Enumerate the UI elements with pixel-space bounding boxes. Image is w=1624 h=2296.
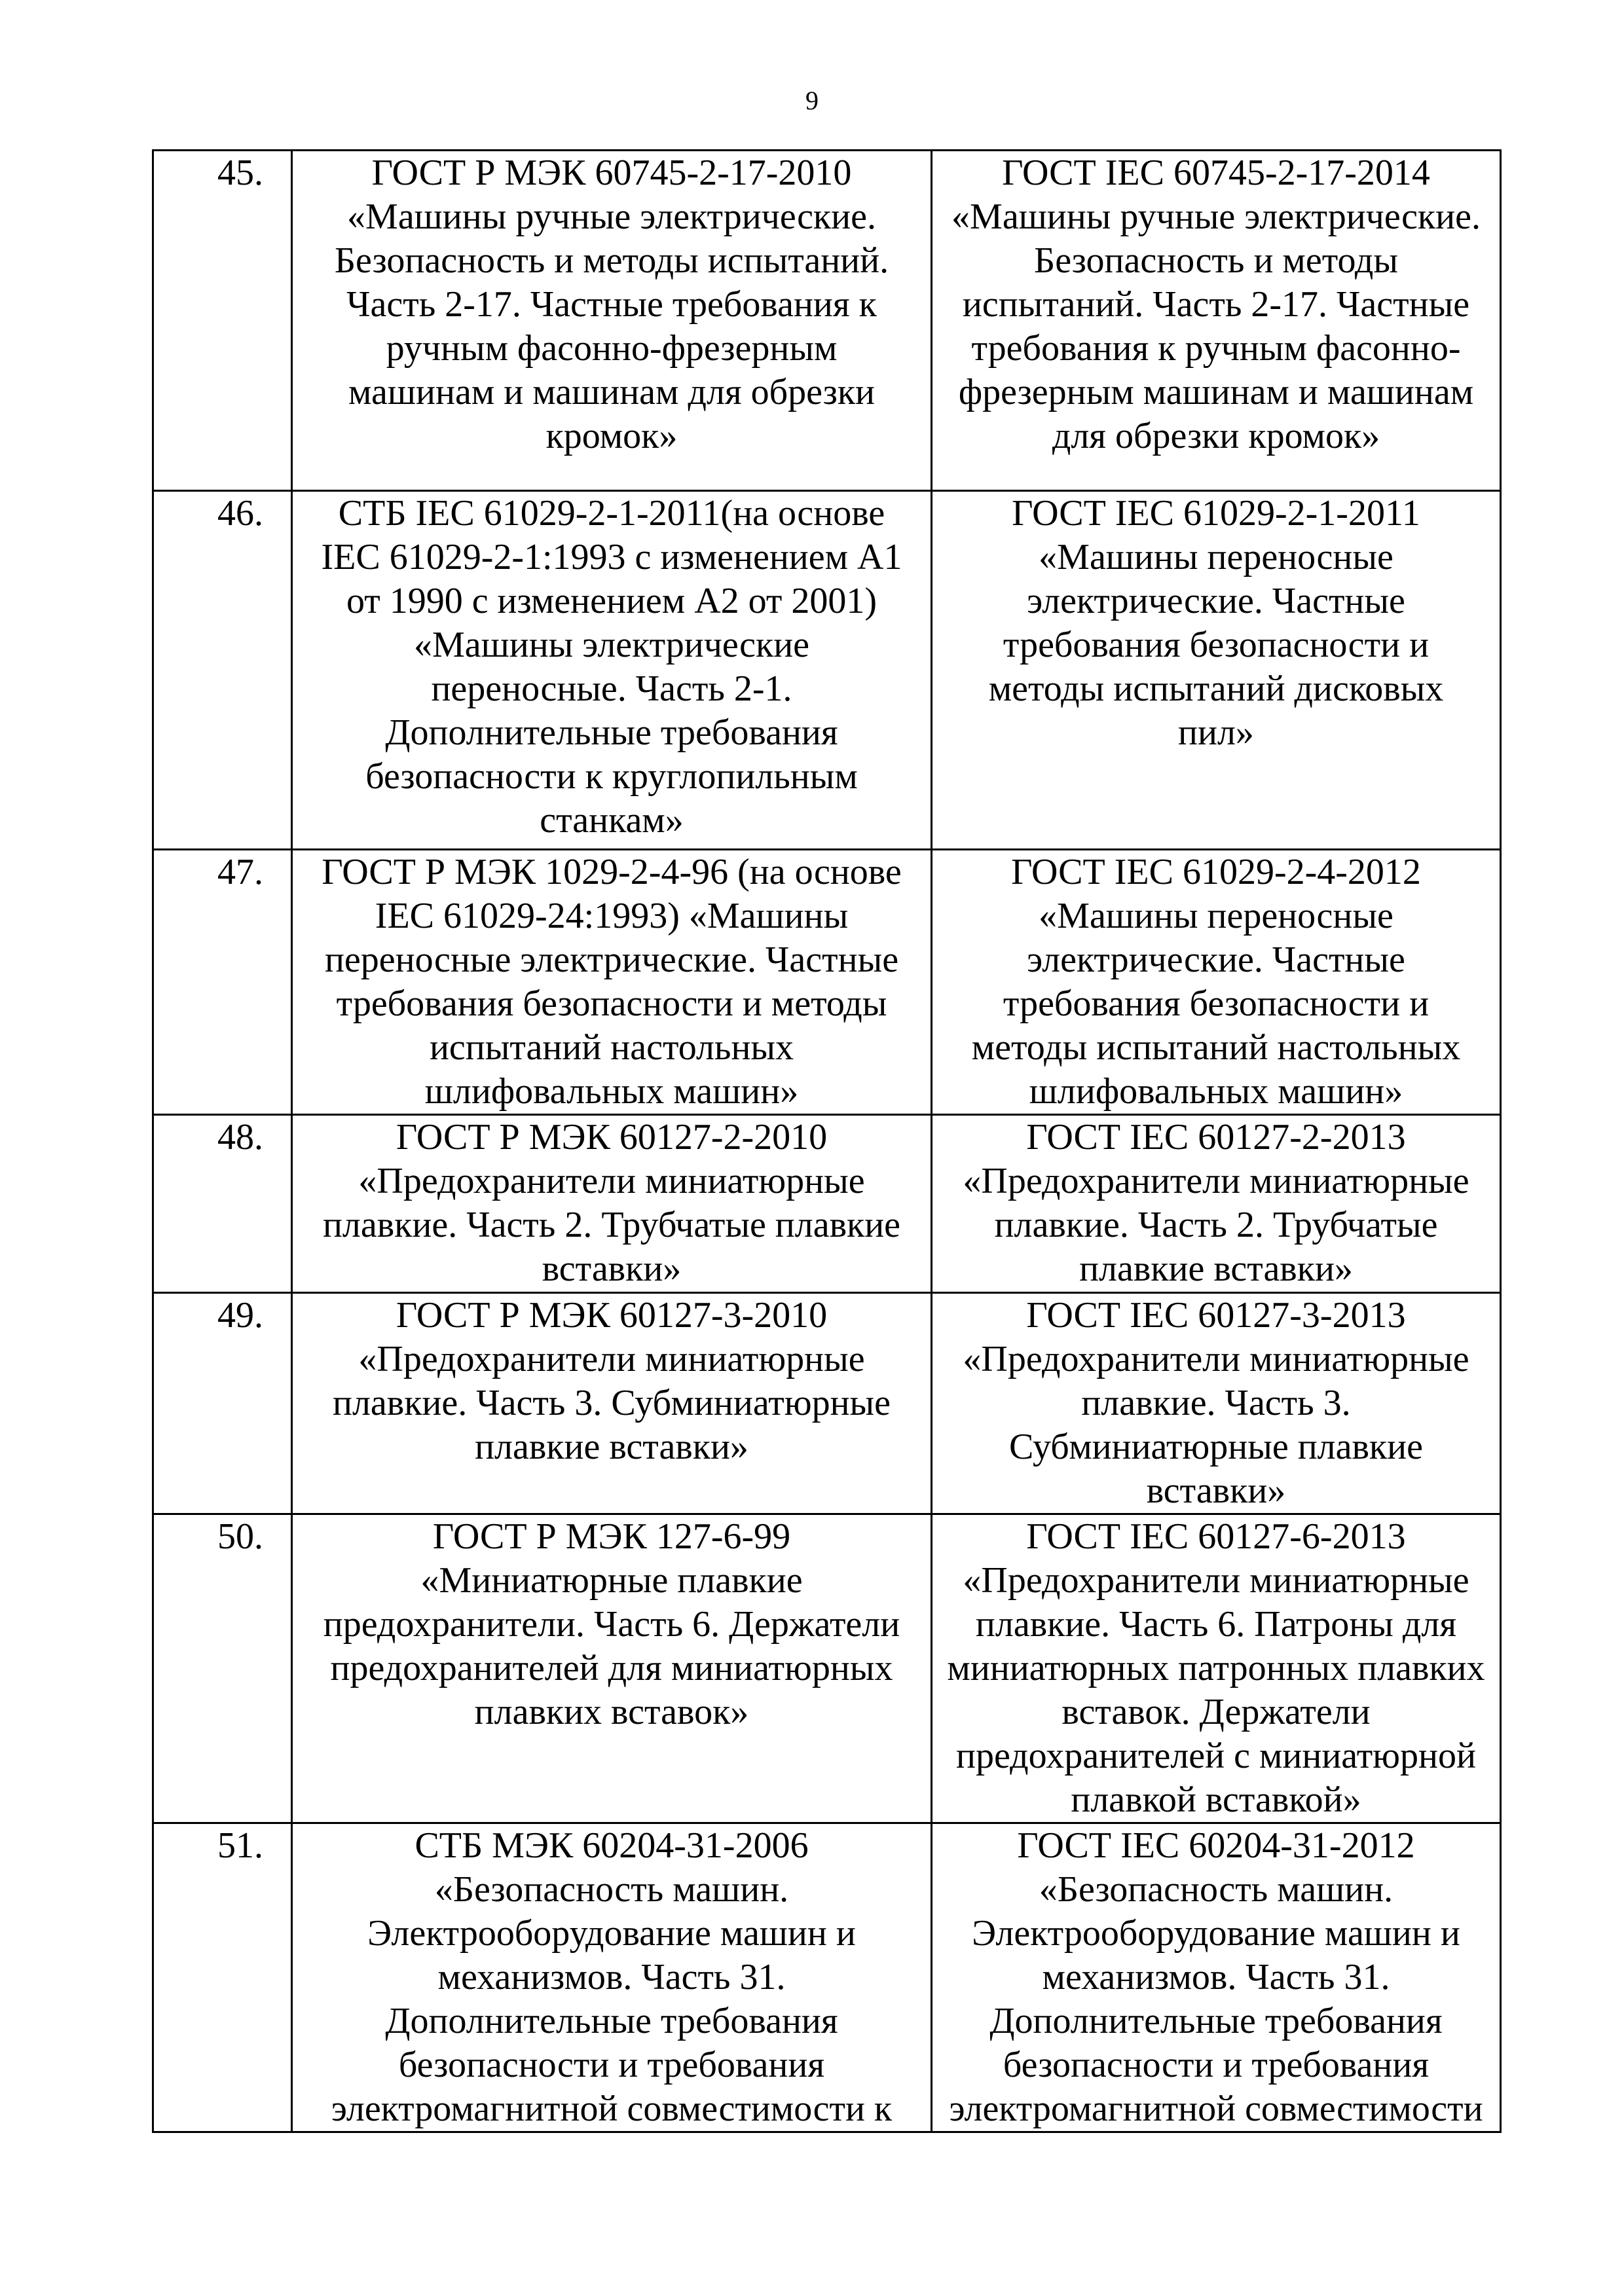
table-row bbox=[153, 491, 1501, 850]
table-row bbox=[153, 151, 1501, 491]
row-number: 50. bbox=[153, 1514, 292, 1823]
new-standard-cell: ГОСТ IEC 61029-2-4-2012 «Машины переносные электрические. Частные требования безопасности и методы испытаний настольных шлифовальных машин» bbox=[932, 850, 1501, 1115]
old-standard-cell: СТБ МЭК 60204-31-2006 «Безопасность машин. Электрооборудование машин и механизмов. Часть 31. Дополнительные требования безопасности и требования электромагнитной совместимости к bbox=[292, 1823, 932, 2132]
new-standard-cell: ГОСТ IEC 60127-3-2013 «Предохранители миниатюрные плавкие. Часть 3. Субминиатюрные плавкие вставки» bbox=[932, 1293, 1501, 1514]
old-standard-cell: ГОСТ Р МЭК 60127-3-2010 «Предохранители миниатюрные плавкие. Часть 3. Субминиатюрные плавкие вставки» bbox=[292, 1293, 932, 1514]
page-number: 9 bbox=[805, 86, 819, 115]
row-number: 45. bbox=[153, 151, 292, 491]
row-number: 46. bbox=[153, 491, 292, 850]
row-number: 51. bbox=[153, 1823, 292, 2132]
standards-table bbox=[152, 149, 1502, 2133]
new-standard-cell: ГОСТ IEC 60745-2-17-2014 «Машины ручные электрические. Безопасность и методы испытаний. Часть 2-17. Частные требования к ручным фасонно- фрезерным машинам и машинам для обрезки кромок» bbox=[932, 151, 1501, 491]
row-number: 47. bbox=[153, 850, 292, 1115]
old-standard-cell: ГОСТ Р МЭК 60127-2-2010 «Предохранители миниатюрные плавкие. Часть 2. Трубчатые плавкие вставки» bbox=[292, 1115, 932, 1293]
new-standard-cell: ГОСТ IEC 60204-31-2012 «Безопасность машин. Электрооборудование машин и механизмов. Часть 31. Дополнительные требования безопасности и требования электромагнитной совместимости bbox=[932, 1823, 1501, 2132]
old-standard-cell: ГОСТ Р МЭК 1029-2-4-96 (на основе IEC 61029-24:1993) «Машины переносные электрические. Частные требования безопасности и методы испытаний настольных шлифовальных машин» bbox=[292, 850, 932, 1115]
new-standard-cell: ГОСТ IEC 60127-6-2013 «Предохранители миниатюрные плавкие. Часть 6. Патроны для миниатюрных патронных плавких вставок. Держатели предохранителей с миниатюрной плавкой вставкой» bbox=[932, 1514, 1501, 1823]
table-row bbox=[153, 1514, 1501, 1823]
table-row bbox=[153, 1115, 1501, 1293]
new-standard-cell: ГОСТ IEC 60127-2-2013 «Предохранители миниатюрные плавкие. Часть 2. Трубчатые плавкие вставки» bbox=[932, 1115, 1501, 1293]
old-standard-cell: ГОСТ Р МЭК 60745-2-17-2010 «Машины ручные электрические. Безопасность и методы испытаний. Часть 2-17. Частные требования к ручным фасонно-фрезерным машинам и машинам для обрезки кромок» bbox=[292, 151, 932, 491]
table-row bbox=[153, 1293, 1501, 1514]
table-row bbox=[153, 850, 1501, 1115]
new-standard-cell: ГОСТ IEC 61029-2-1-2011 «Машины переносные электрические. Частные требования безопасности и методы испытаний дисковых пил» bbox=[932, 491, 1501, 850]
row-number: 48. bbox=[153, 1115, 292, 1293]
old-standard-cell: СТБ IEC 61029-2-1-2011(на основе IEC 61029-2-1:1993 с изменением А1 от 1990 с изменением А2 от 2001) «Машины электрические переносные. Часть 2-1. Дополнительные требования безопасности к круглопильным станкам» bbox=[292, 491, 932, 850]
table-row bbox=[153, 1823, 1501, 2132]
row-number: 49. bbox=[153, 1293, 292, 1514]
old-standard-cell: ГОСТ Р МЭК 127-6-99 «Миниатюрные плавкие предохранители. Часть 6. Держатели предохранителей для миниатюрных плавких вставок» bbox=[292, 1514, 932, 1823]
